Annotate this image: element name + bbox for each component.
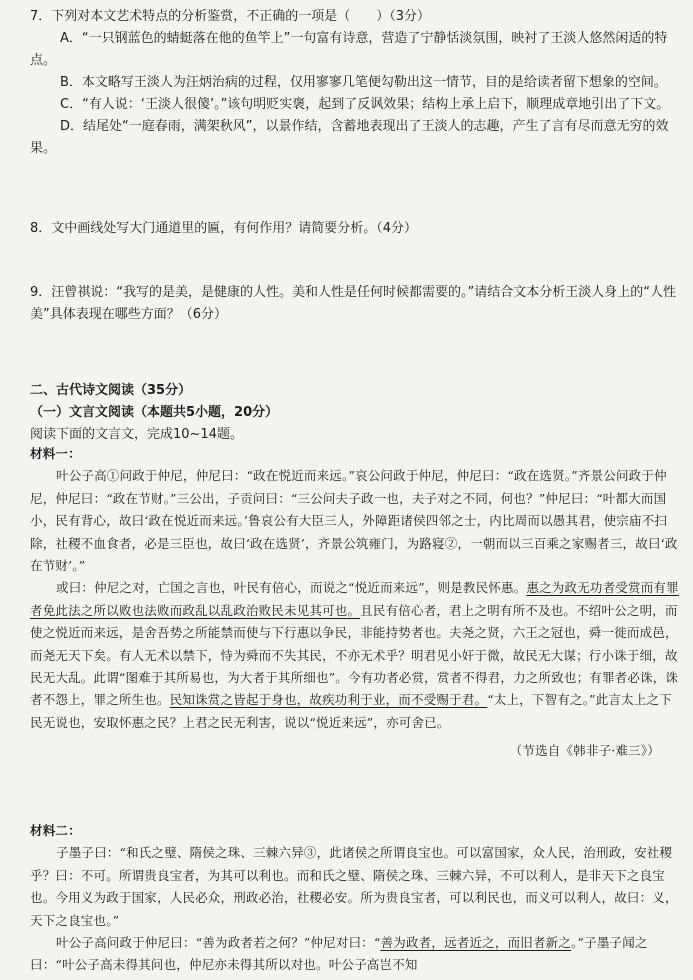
material-1-p2-text-c: “太上，下智有之。”此言太上之下民无说也，安取怀惠之民？上君之民无利害，说以“悦近来远”，亦可舍已。 [30,692,672,730]
material-2 [30,820,680,977]
material-1-p2-text-a: 或曰：仲尼之对，亡国之言也，叶民有倍心，而说之“悦近而来远”，则是教民怀惠。 [56,580,527,596]
material-2-p2-text-b: 。”子墨子闻之曰：“叶公子高未得其问也，仲尼亦未得其所以对也。叶公子高岂不知 [30,935,648,973]
question-7-option-a: A．“一只钢蓝色的蜻蜓落在他的鱼竿上”一句富有诗意，营造了宁静恬淡氛围，映衬了王淡人悠然闲适的特点。 [30,31,668,68]
material-1 [30,443,680,763]
section-2-title: 二、古代诗文阅读（35分） [30,383,192,398]
question-7-option-c: C．“有人说：‘王淡人很傻’。”该句明贬实褒，起到了反讽效果；结构上承上启下，顺理成章地引出了下文。 [60,97,670,112]
material-1-paragraph-1: 叶公子高①问政于仲尼，仲尼曰：“政在悦近而来远。”哀公问政于仲尼，仲尼曰：“政在选贤。”齐景公问政于仲尼，仲尼曰：“政在节财。”三公出，子贡问曰：“三公问夫子政一也，夫子对之不同，何也？”仲尼曰：“叶都大而国小，民有背心，故曰‘政在悦近而来远。’鲁哀公有大臣三人，外障距诸侯四邻之士，内比周而以愚其君，使宗庙不扫除，社稷不血食者，必是三臣也，故曰‘政在选贤’，齐景公筑雍门，为路寝②，一朝而以三百乘之家赐者三，故曰‘政在节财’。” [30,468,678,574]
question-8: 8．文中画线处写大门通道里的匾，有何作用？请简要分析。（4分） [30,221,418,236]
underlined-sentence-3: 善为政者，远者近之，而旧者新之 [380,935,572,951]
question-7 [30,6,680,160]
material-2-paragraph-2 [30,932,680,977]
material-1-source: （节选自《韩非子·难三》） [509,743,660,759]
question-7-stem: 7．下列对本文艺术特点的分析鉴赏，不正确的一项是（ ）（3分） [30,9,431,24]
question-7-option-b: B．本文略写王淡人为汪炳治病的过程，仅用寥寥几笔便勾勒出这一情节，目的是给读者留下想象的空间。 [60,75,667,90]
section-2-subtitle: （一）文言文阅读（本题共5小题，20分） [30,405,279,420]
material-2-label: 材料二： [30,823,81,838]
material-1-label: 材料一： [30,446,81,461]
section-2-header [30,380,680,446]
section-2-instruction: 阅读下面的文言文，完成10~14题。 [30,427,243,442]
underlined-sentence-2: 民知诛赏之皆起于身也，故疾功利于业，而不受赐于君。 [169,692,488,708]
question-9: 9．汪曾祺说：“我写的是美，是健康的人性。美和人性是任何时候都需要的。”请结合文本分析王淡人身上的“人性美”具体表现在哪些方面？（6分） [30,285,676,322]
material-1-paragraph-2 [30,577,680,734]
material-2-paragraph-1: 子墨子曰：“和氏之璧、隋侯之珠、三棘六异③，此诸侯之所谓良宝也。可以富国家，众人民，治刑政，安社稷乎？曰：不可。所谓贵良宝者，为其可以利也。而和氏之璧、隋侯之珠、三棘六异，不可以利人，是非天下之良宝也。今用义为政于国家，人民必众，刑政必治，社稷必安。所为贵良宝者，可以利民也，而义可以利人，故曰：义，天下之良宝也。” [30,845,678,928]
question-7-option-d: D．结尾处“一庭春雨，满架秋风”，以景作结，含蓄地表现出了王淡人的志趣，产生了言有尽而意无穷的效果。 [30,119,669,156]
material-1-p2-text-b: 且民有倍心者，君上之明有所不及也。不绍叶公之明，而使之悦近而来远，是舍吾势之所能禁而使与下行惠以争民，非能持势者也。夫尧之贤，六王之冠也，舜一徙而成邑，而尧无天下矣。有人无术以禁下，恃为舜而不失其民，不亦无术乎？明君见小奸于微，故民无大谋；行小诛于细，故民无大乱。此谓“图难于其所易也，为大者于其所细也”。今有功者必赏，赏者不得君，力之所致也；有罪者必诛，诛者不怨上，罪之所生也。 [30,602,679,708]
material-2-p2-text-a: 叶公子高问政于仲尼曰：“善为政者若之何？”仲尼对曰：“ [56,935,381,951]
underlined-sentence-1: 惠之为政无功者受赏而有罪者免此法之所以败也法败而政乱以乱政治败民未见其可也。 [30,580,679,618]
